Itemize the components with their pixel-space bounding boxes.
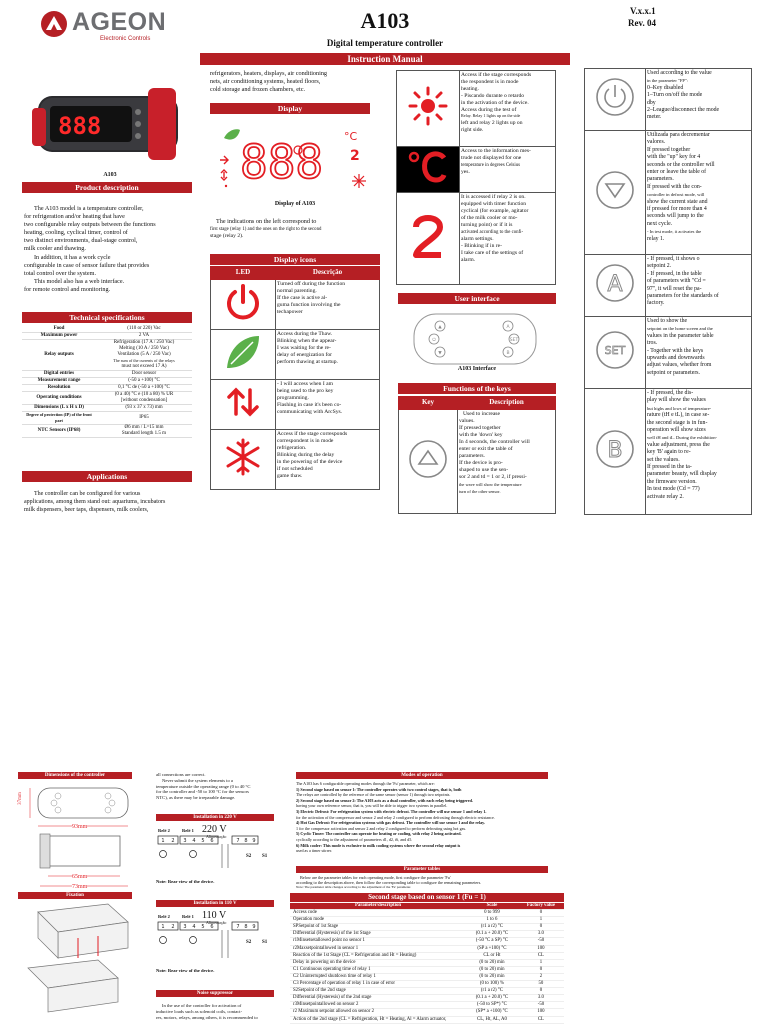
spec-row: Relay outputs Refrigeration (17 A / 250 Vac) Melting (10 A / 250 Vac) Ventilation (5 A / 250 Vac) The sum of the currents of the relays must not exceed 17 A): [22, 340, 192, 371]
install-220-diagram: [156, 824, 276, 870]
power-key-icon: [593, 75, 637, 119]
interface-caption: A103 Interface: [457, 366, 497, 372]
install-110-header: Installation in 110 V: [156, 900, 274, 907]
modes-header: Modes of operation: [296, 772, 548, 779]
product-description-header: Product description: [22, 182, 192, 193]
number-two-icon: [408, 211, 448, 261]
table-row: r2Maxsetpointallowed in sensor 1 (SP a +100) °C 100: [290, 945, 564, 952]
interface-diagram: [412, 312, 538, 366]
key-description-column-header: Description: [458, 397, 556, 410]
dimension-65: 65mm: [72, 874, 88, 880]
device-photo: [30, 78, 190, 170]
tech-spec-table: [22, 326, 192, 438]
controller-photo-icon: [30, 78, 190, 170]
spec-row: Digital entries Door sensor: [22, 371, 192, 378]
led-column-header: LED: [211, 267, 276, 280]
svg-text:5: 5: [201, 838, 205, 844]
table-row: r2 Maximum setpoint allowed on sensor 2 (SP* a +100) °C 100: [290, 1009, 564, 1016]
svg-text:▲: ▲: [438, 325, 442, 330]
sensor-1-label-220: S1: [262, 854, 268, 859]
dimensions-header: Dimensions of the controller: [18, 772, 132, 779]
ageon-logo-icon: [40, 10, 70, 38]
supply-label-110: Alimentação: [206, 920, 227, 925]
svg-text:A: A: [506, 325, 510, 330]
spec-row: Food (110 or 220) Vac: [22, 326, 192, 333]
install-220-header: Installation in 220 V: [156, 814, 274, 821]
supply-label-220: Alimentação: [206, 834, 227, 839]
key-column-header: Key: [399, 397, 458, 410]
svg-text:1: 1: [161, 924, 165, 930]
svg-text:9: 9: [252, 924, 256, 930]
display-icons-table-continued: Access if the stage corresponds the respondent is in mode heating. - Piscando durante o retardo in the activation of the device. Access during the test of Relay. Relay 1 lights up on the side left and relay 2 lights up on right side. Access to the information mes- trude not displayed for one temperature in degrees Celsius yes. It is accessed if relay 2 is on. equipped with timer function cyclical (for example, agitator of the milk cooler or mo- turning point) or if it is activated according to the confi- alarm settings. - Blinking if in re- I take care of the settings of alarm.: [396, 70, 556, 285]
svg-text:B: B: [607, 438, 623, 463]
brand-name: AGEON: [72, 8, 167, 36]
sensor-2-label-220: S2: [246, 854, 252, 859]
param-head-scale: Scale: [466, 903, 518, 910]
svg-text:B: B: [506, 351, 510, 356]
parameter-tables-header: Parameter tables: [296, 866, 548, 873]
celsius-icon: [406, 148, 450, 186]
svg-text:5: 5: [201, 924, 205, 930]
user-interface-header: User interface: [398, 293, 556, 304]
power-icon: [223, 282, 263, 322]
svg-text:SET: SET: [604, 344, 626, 357]
svg-text:⏻: ⏻: [432, 338, 436, 343]
svg-text:2: 2: [350, 148, 360, 164]
description-column-header: Descrição: [276, 267, 380, 280]
tech-spec-header: Technical specifications: [22, 312, 192, 323]
revision-label: Rev. 04: [628, 18, 656, 28]
dimension-93: 93mm: [72, 824, 88, 830]
table-row: C1 Continuous operating time of relay 1 (0 to 20) min 0: [290, 966, 564, 973]
applications-text: The controller can be configured for various applications, among them stand out: aquariums, incubators milk dispensers, beer taps, dispensers, milk coolers,: [24, 491, 166, 513]
svg-text:7: 7: [236, 924, 240, 930]
keys-table: Key Description Used to increase values. If pressed together with the 'down' key In 4 seconds, the controller will enter or exit the table of parameters. If the device is pro- shaped to use the sen- sor 2 and td = 1 or 2, if pressi- the wave will show the temperature turn of the other sensor.: [398, 396, 556, 514]
parameter-table: [290, 903, 564, 1024]
table-row: Action of the 2nd stage (CL = Refrigeration, Ht = Heating, Al = Alarm actuator, CL, Ht, AL, A0 CL: [290, 1016, 564, 1023]
svg-text:A: A: [607, 272, 623, 297]
display-icons-table: LED Descrição Turned off during the function normal parenting. If the case is active al- guma function involving the techapower Access during the Thaw. Blinking when the appear- I was waiting for the re- delay of energization for perform thawing at startup. - I will access when I am being used to the pro key programming. Flashing in case it's been co- communicating with ArcSys. Access if the stage corresponds correspondent is in mode refrigeration. Blinking during the delay in the powering of the device if not scheduled game thaw.: [210, 266, 380, 490]
display-caption: Display of A103: [274, 201, 316, 207]
relay-2-label-110: Relé 2: [158, 914, 170, 919]
svg-text:8: 8: [244, 924, 248, 930]
spec-row: NTC Sensors (IP68) Ø6 mm / L=15 mm Standard length 1.5 m: [22, 425, 192, 438]
keys-header: Functions of the keys: [398, 383, 556, 394]
param-head-description: Parameter/description: [290, 903, 466, 910]
spec-row: Resolution 0,1 °C de (-50 a +100) °C: [22, 385, 192, 392]
svg-text:1: 1: [161, 838, 165, 844]
table-row: r1Minsetsetallowed point no sensor 1 (-50 °C a SP) °C -50: [290, 938, 564, 945]
device-photo-caption: A103: [103, 172, 117, 178]
b-key-icon: [593, 427, 637, 471]
fixation-header: Fixation: [18, 892, 132, 899]
table-row: Differential (Hysteresis) of the 1st Stage (0.1 a + 20.0) °C 3.0: [290, 931, 564, 938]
applications-header: Applications: [22, 471, 192, 482]
param-head-factory: Factory value: [518, 903, 564, 910]
svg-text:2: 2: [171, 838, 175, 844]
install-110-diagram: [156, 910, 276, 960]
spec-row: Dimensions (L x H x D) (93 x 37 x 73) mm: [22, 405, 192, 412]
down-key-icon: [593, 168, 637, 212]
table-row: C2 Uninterrupted shutdown time of relay 1 (0 to 20) min 2: [290, 973, 564, 980]
a-key-icon: [593, 261, 637, 305]
table-row: Differential (Hysteresis) of the 2nd stage (0.1 a + 20.0) °C 3.0: [290, 995, 564, 1002]
sensor-2-label-110: S2: [246, 940, 252, 945]
spec-row: Measurement range (-50 a +100) °C: [22, 378, 192, 385]
svg-text:3: 3: [183, 924, 187, 930]
table-row: Access code 0 to 999 0: [290, 910, 564, 917]
svg-text:4: 4: [192, 924, 196, 930]
snowflake-icon: [223, 437, 263, 477]
svg-text:888: 888: [58, 112, 102, 140]
svg-text:▼: ▼: [438, 351, 442, 356]
brand-subtitle: Electronic Controls: [100, 36, 151, 42]
dimension-37: 37mm: [17, 792, 23, 805]
leaf-icon: [223, 332, 263, 372]
table-row: SPSetpoint of 1st Stage (r1 a r2) °C 0: [290, 924, 564, 931]
display-illustration: [214, 120, 374, 196]
display-description: The indications on the left correspond to first stage (relay 1) and the ones on the right to the second stage (relay 2).: [210, 218, 322, 240]
svg-text:°C: °C: [344, 130, 358, 143]
stage-table-title: Second stage based on sensor 1 (Fu = 1): [290, 893, 564, 902]
voltage-110-label: 110 V: [202, 910, 227, 921]
dimension-73: 73mm: [72, 884, 88, 890]
rear-view-note-220: Note: Rear view of the device.: [156, 879, 215, 884]
relay-1-label-110: Relé 1: [182, 914, 194, 919]
svg-text:2: 2: [171, 924, 175, 930]
fixation-diagram: [18, 902, 136, 1020]
spec-row: Degree of protection (IP) of the front part IP65: [22, 412, 192, 425]
version-label: V.x.x.1: [630, 6, 656, 16]
dimensions-diagram: [18, 782, 136, 892]
interface-panel-icon: [412, 312, 538, 366]
svg-text:7: 7: [236, 838, 240, 844]
table-row: S2Setpoint of the 2nd stage (r1 a r2) °C 0: [290, 988, 564, 995]
table-row: Delay in powering on the device (0 to 20) min 1: [290, 959, 564, 966]
col2-intro-text: refrigerators, heaters, displays, air conditioning nets, air conditioning systems, heated floors, cold storage and frozen chambers, etc.: [210, 70, 328, 93]
rear-view-note-110: Note: Rear view of the device.: [156, 968, 215, 973]
svg-text:6: 6: [210, 838, 214, 844]
svg-text:9: 9: [252, 838, 256, 844]
modes-text: The A103 has 6 configurable operating modes through the 'Fu' parameter, which are: 1) Second stage based on sensor 1: The controller operates with two control stages, that is, both The relays are controlled by the reference of the same sensor (sensor 1) through two setpoints. 2) Second stage based on sensor 2: The A103 acts as a dual controller, with each relay being triggered. having your own reference sensor, that is, you will be able to trigger two systems in parallel. 3) Electric Defrost: For refrigeration system with electric defrost. The controller will use sensor 1 and relay 1. for the activation of the compressor and sensor 2 and relay 2 configured to perform defrosting through electric resistance. 4) Hot Gas Defrost: For refrigeration systems with gas defrost. The controller will use sensor 1 and the relay. 1 for the compressor activation and sensor 2 and relay 2 configured to perform defrosting using hot gas. 5) Cyclic Timer: The controller can operate for heating or cooling, with relay 2 being activated. cyclically according to the adjustment of parameters d1, d2, t6, and d5. 6) Milk cooler: This mode is exclusive to milk cooling systems where the second relay output is used as a timer stirrer.: [296, 781, 495, 854]
brand-logo: [40, 8, 180, 46]
voltage-220-label: 220 V: [202, 824, 227, 835]
display-header: Display: [210, 103, 370, 114]
svg-text:4: 4: [192, 838, 196, 844]
up-key-icon: [406, 437, 450, 481]
keys-table-continued: Used according to the value in the parameter "FP": 0–Key disabled 1–Turn on/off the mode dby 2–League/disconnect the mode meter. Utilizada para decrementar valores. If pressed together with the "up" key for 4 seconds or the controller will enter or leave the table of parameters. If pressed with the con- controller in defrost mode, will show the current state and if pressed for more than 4 seconds will jump to the next cycle. - In test mode, it activates the relay 1. A - If pressed, it shows o setpoint 2. - If pressed, in the table of parameters with "Cd = 97", it will reset the pa- parameters for the standards of factory. SET Used to show the setpoint on the home screen and the values in the parameter table tros. - Together with the keys upwards and downwards adjust values, whether from setpoint or parameters. B - If pressed, the dis- play will show the values but highs and lows of temperature- rature (tH e tL), in case se- the second stage is in fun- operation will show sizes well tH and tL. During the exhibition- value adjustment, press the key 'B' again to re- set the values. If pressed in the ta- parameter beauty, will display the firmware version. In test mode (Cd = 77) activate relay 2.: [584, 68, 752, 515]
relay-2-label-220: Relé 2: [158, 828, 170, 833]
sensor-1-label-110: S1: [262, 940, 268, 945]
fixation-drawing-icon: [18, 902, 136, 1020]
manual-title-bar: Instruction Manual: [200, 53, 570, 65]
table-row: r3Minsetpointallowed on sensor 2 (-50 to SP*) °C -50: [290, 1002, 564, 1009]
table-row: Reaction of the 1st Stage (CL = Refrigeration and Ht = Heating) CL or Ht CL: [290, 952, 564, 959]
svg-text:6: 6: [210, 924, 214, 930]
table-row: Operation mode 1 to 6 1: [290, 917, 564, 924]
table-row: C3 Percentage of operation of relay 1 in case of error (0 to 100) % 50: [290, 981, 564, 988]
display-diagram-icon: [214, 120, 374, 196]
spec-row: Operating conditions (0 a 40) °C e (10 a 80) % UR [without condensation]: [22, 392, 192, 405]
svg-text:888: 888: [240, 135, 324, 189]
noise-suppressor-header: Noise suppressor: [156, 990, 274, 997]
display-icons-header: Display icons: [210, 254, 380, 265]
model-title: A103: [360, 8, 410, 33]
svg-text:3: 3: [183, 838, 187, 844]
set-key-icon: [593, 328, 637, 372]
noise-suppressor-text: In the use of the controller for activation of inductive loads such as solenoid coils, contact- res, motors, relays, among others, it is recommended to: [156, 1003, 258, 1020]
sun-icon: [408, 86, 448, 126]
svg-text:SET: SET: [509, 338, 519, 343]
parameter-tables-text: Below are the parameter tables for each operating mode, first configure the parameter 'Fu' according to the description above, then follow the corresponding table to configure the remaining parameters. Note: The parameter table changes according to the adjustment of the 'Fu' parameter.: [296, 875, 482, 890]
product-description-text: The A103 model is a temperature controller, for refrigeration and/or heating that have two configurable relay outputs between the functions heating, cooling, cyclical timer, control of two distinct environments, dual-stage control, milk cooler and thawing. In addition, it has a work cycle configurable in case of sensor failure that provides total control over the system. This model also has a web interface. for remote control and monitoring.: [24, 205, 156, 293]
relay-1-label-220: Relé 1: [182, 828, 194, 833]
document-subtitle: Digital temperature controller: [326, 38, 444, 48]
spec-row: Maximum power 2 VA: [22, 333, 192, 340]
up-down-arrows-icon: [223, 382, 263, 422]
svg-text:8: 8: [244, 838, 248, 844]
safety-text: all connections are correct. Never submit the system elements to a temperature outside the operating range (0 to 40 °C for the controller and -50 to 100 °C for the sensors NTC), as there may be irreparable damage.: [156, 772, 251, 801]
